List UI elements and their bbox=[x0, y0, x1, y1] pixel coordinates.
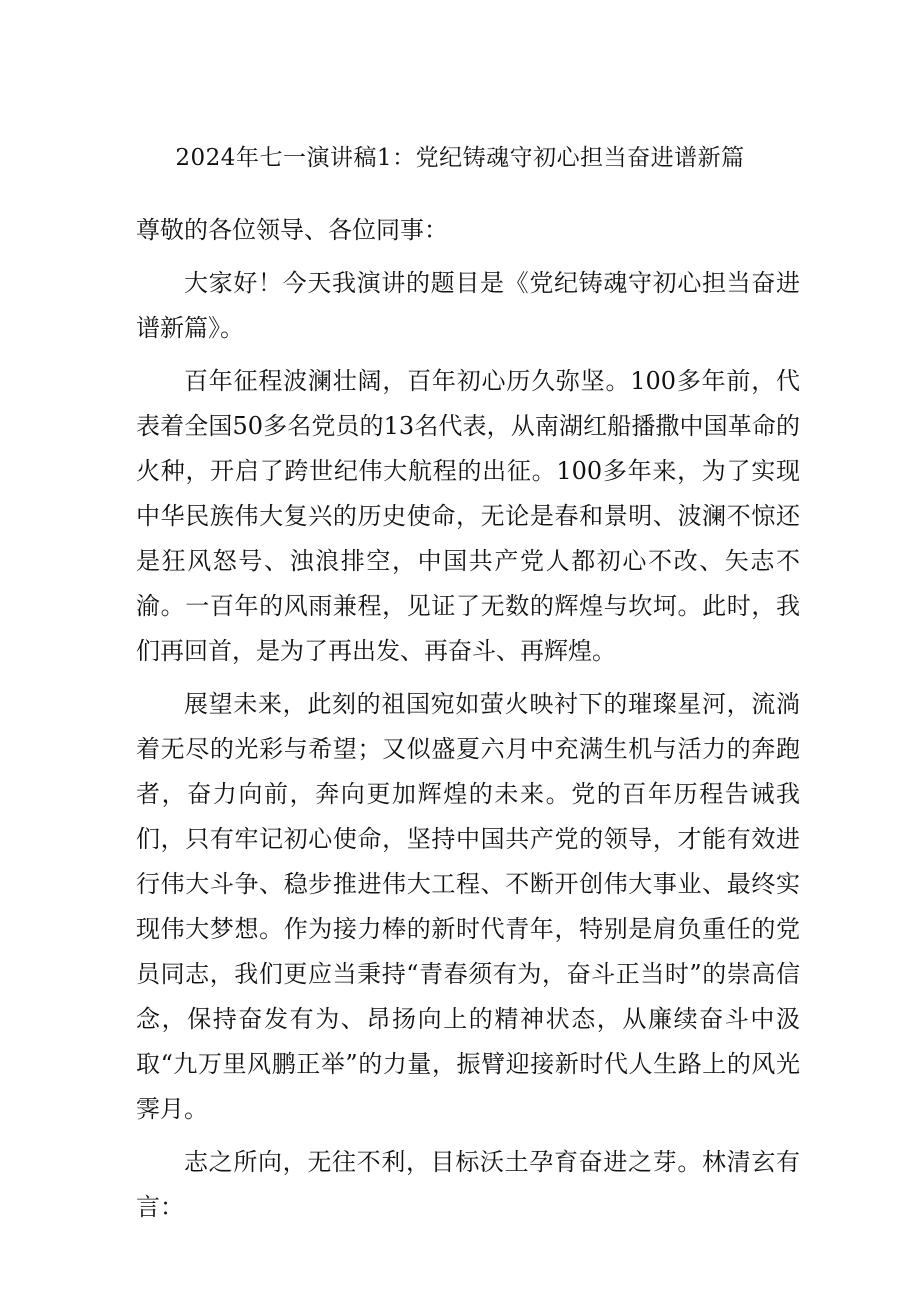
paragraph-greeting: 大家好！今天我演讲的题目是《党纪铸魂守初心担当奋进谱新篇》。 bbox=[136, 269, 800, 342]
salutation: 尊敬的各位领导、各位同事： bbox=[136, 216, 448, 244]
paragraph-history: 百年征程波澜壮阔，百年初心历久弥坚。100多年前，代表着全国50多名党员的13名代表，从南湖红船播撒中国革命的火种，开启了跨世纪伟大航程的出征。100多年来，为了实现中华民族伟大复兴的历史使命，无论是春和景明、波澜不惊还是狂风怒号、浊浪排空，中国共产党人都初心不改、矢志不渝。一百年的风雨兼程，见证了无数的辉煌与坎坷。此时，我们再回首，是为了再出发、再奋斗、再辉煌。 bbox=[136, 367, 800, 665]
document-title: 2024年七一演讲稿1：党纪铸魂守初心担当奋进谱新篇 bbox=[175, 145, 745, 171]
document-body bbox=[136, 208, 800, 1238]
paragraph-goal: 志之所向，无往不利，目标沃土孕育奋进之芽。林清玄有言： bbox=[136, 1148, 800, 1221]
paragraph-future: 展望未来，此刻的祖国宛如萤火映衬下的璀璨星河，流淌着无尽的光彩与希望；又似盛夏六月中充满生机与活力的奔跑者，奋力向前，奔向更加辉煌的未来。党的百年历程告诫我们，只有牢记初心使命，坚持中国共产党的领导，才能有效进行伟大斗争、稳步推进伟大工程、不断开创伟大事业、最终实现伟大梦想。作为接力棒的新时代青年，特别是肩负重任的党员同志，我们更应当秉持“青春须有为，奋斗正当时”的崇高信念，保持奋发有为、昂扬向上的精神状态，从廉续奋斗中汲取“九万里风鹏正举”的力量，振臂迎接新时代人生路上的风光霁月。 bbox=[136, 690, 800, 1123]
